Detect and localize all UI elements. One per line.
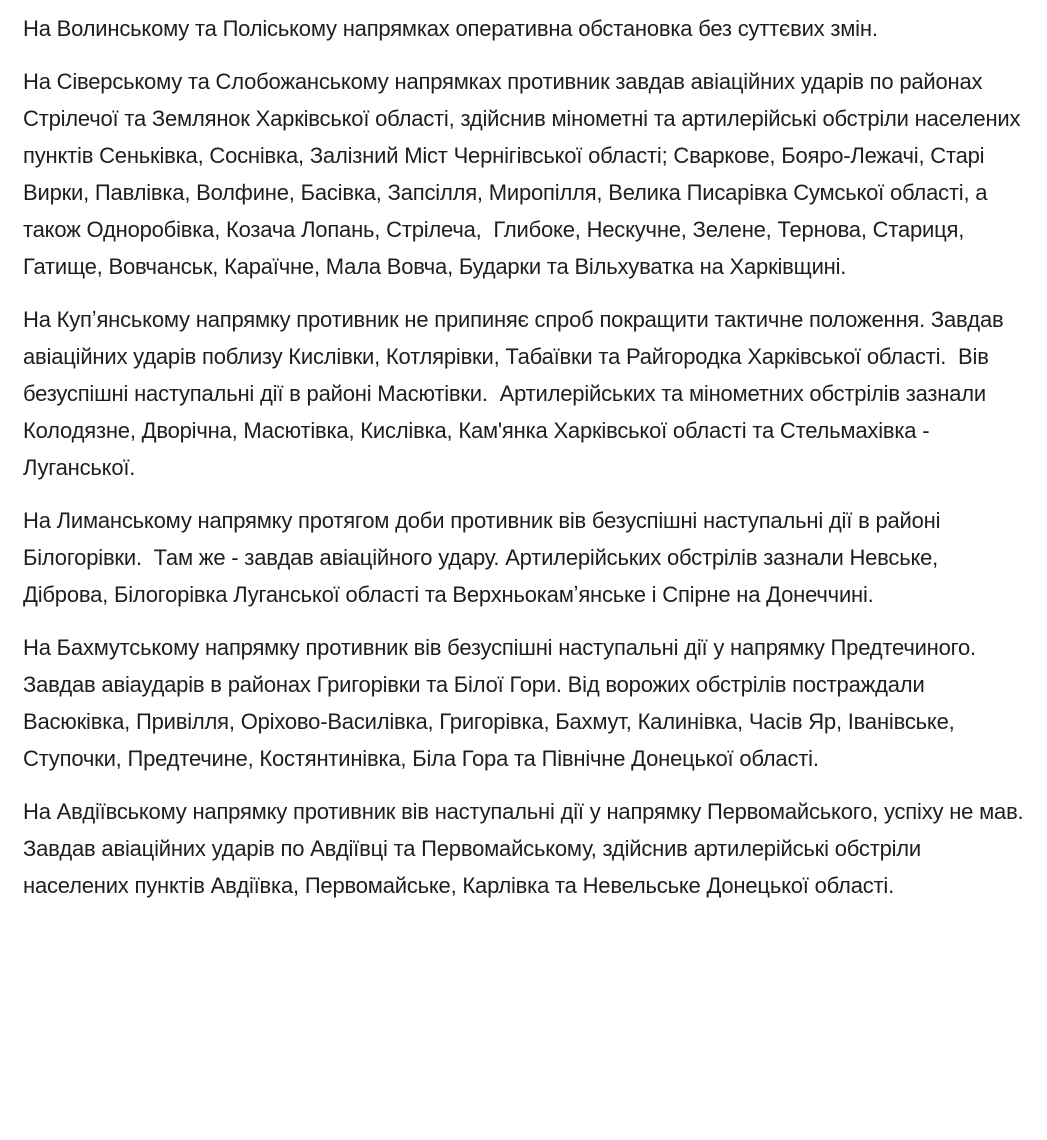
paragraph-bakhmut: На Бахмутському напрямку противник вів безуспішні наступальні дії у напрямку Предтечиного. Завдав авіаударів в районах Григорівки та Білої Гори. Від ворожих обстрілів постраждали Васюківка, Привілля, Оріхово-Василівка, Григорівка, Бахмут, Калинівка, Часів Яр, Іванівське, Ступочки, Предтечине, Костянтинівка, Біла Гора та Північне Донецької області. (23, 635, 982, 771)
paragraph-kupiansk: На Купʼянському напрямку противник не припиняє спроб покращити тактичне положення. Завдав авіаційних ударів поблизу Кислівки, Котлярівки, Табаївки та Райгородка Харківської області. Вів безуспішні наступальні дії в районі Масютівки. Артилерійських та мінометних обстрілів зазнали Колодязне, Дворічна, Масютівка, Кислівка, Кам'янка Харківської області та Стельмахівка - Луганської. (23, 307, 1010, 480)
paragraph-volyn-polissia: На Волинському та Поліському напрямках оперативна обстановка без суттєвих змін. (23, 16, 878, 41)
paragraph-lyman: На Лиманському напрямку протягом доби противник вів безуспішні наступальні дії в районі Білогорівки. Там же - завдав авіаційного удару. Артилерійських обстрілів зазнали Невське, Діброва, Білогорівка Луганської області та Верхньокамʼянське і Спірне на Донеччині. (23, 508, 947, 607)
paragraph-siversk-slobozhansk: На Сіверському та Слобожанському напрямках противник завдав авіаційних ударів по районах Стрілечої та Землянок Харківської області, здійснив мінометні та артилерійські обстріли населених пунктів Сеньківка, Соснівка, Залізний Міст Чернігівської області; Сваркове, Бояро-Лежачі, Старі Вирки, Павлівка, Волфине, Басівка, Запсілля, Миропілля, Велика Писарівка Сумської області, а також Одноробівка, Козача Лопань, Стрілеча, Глибоке, Нескучне, Зелене, Тернова, Стариця, Гатище, Вовчанськ, Караїчне, Мала Вовча, Бударки та Вільхуватка на Харківщині. (23, 69, 1027, 279)
paragraph-avdiivka: На Авдіївському напрямку противник вів наступальні дії у напрямку Первомайського, успіху не мав. Завдав авіаційних ударів по Авдіївці та Первомайському, здійснив артилерійські обстріли населених пунктів Авдіївка, Первомайське, Карлівка та Невельське Донецької області. (23, 799, 1030, 898)
